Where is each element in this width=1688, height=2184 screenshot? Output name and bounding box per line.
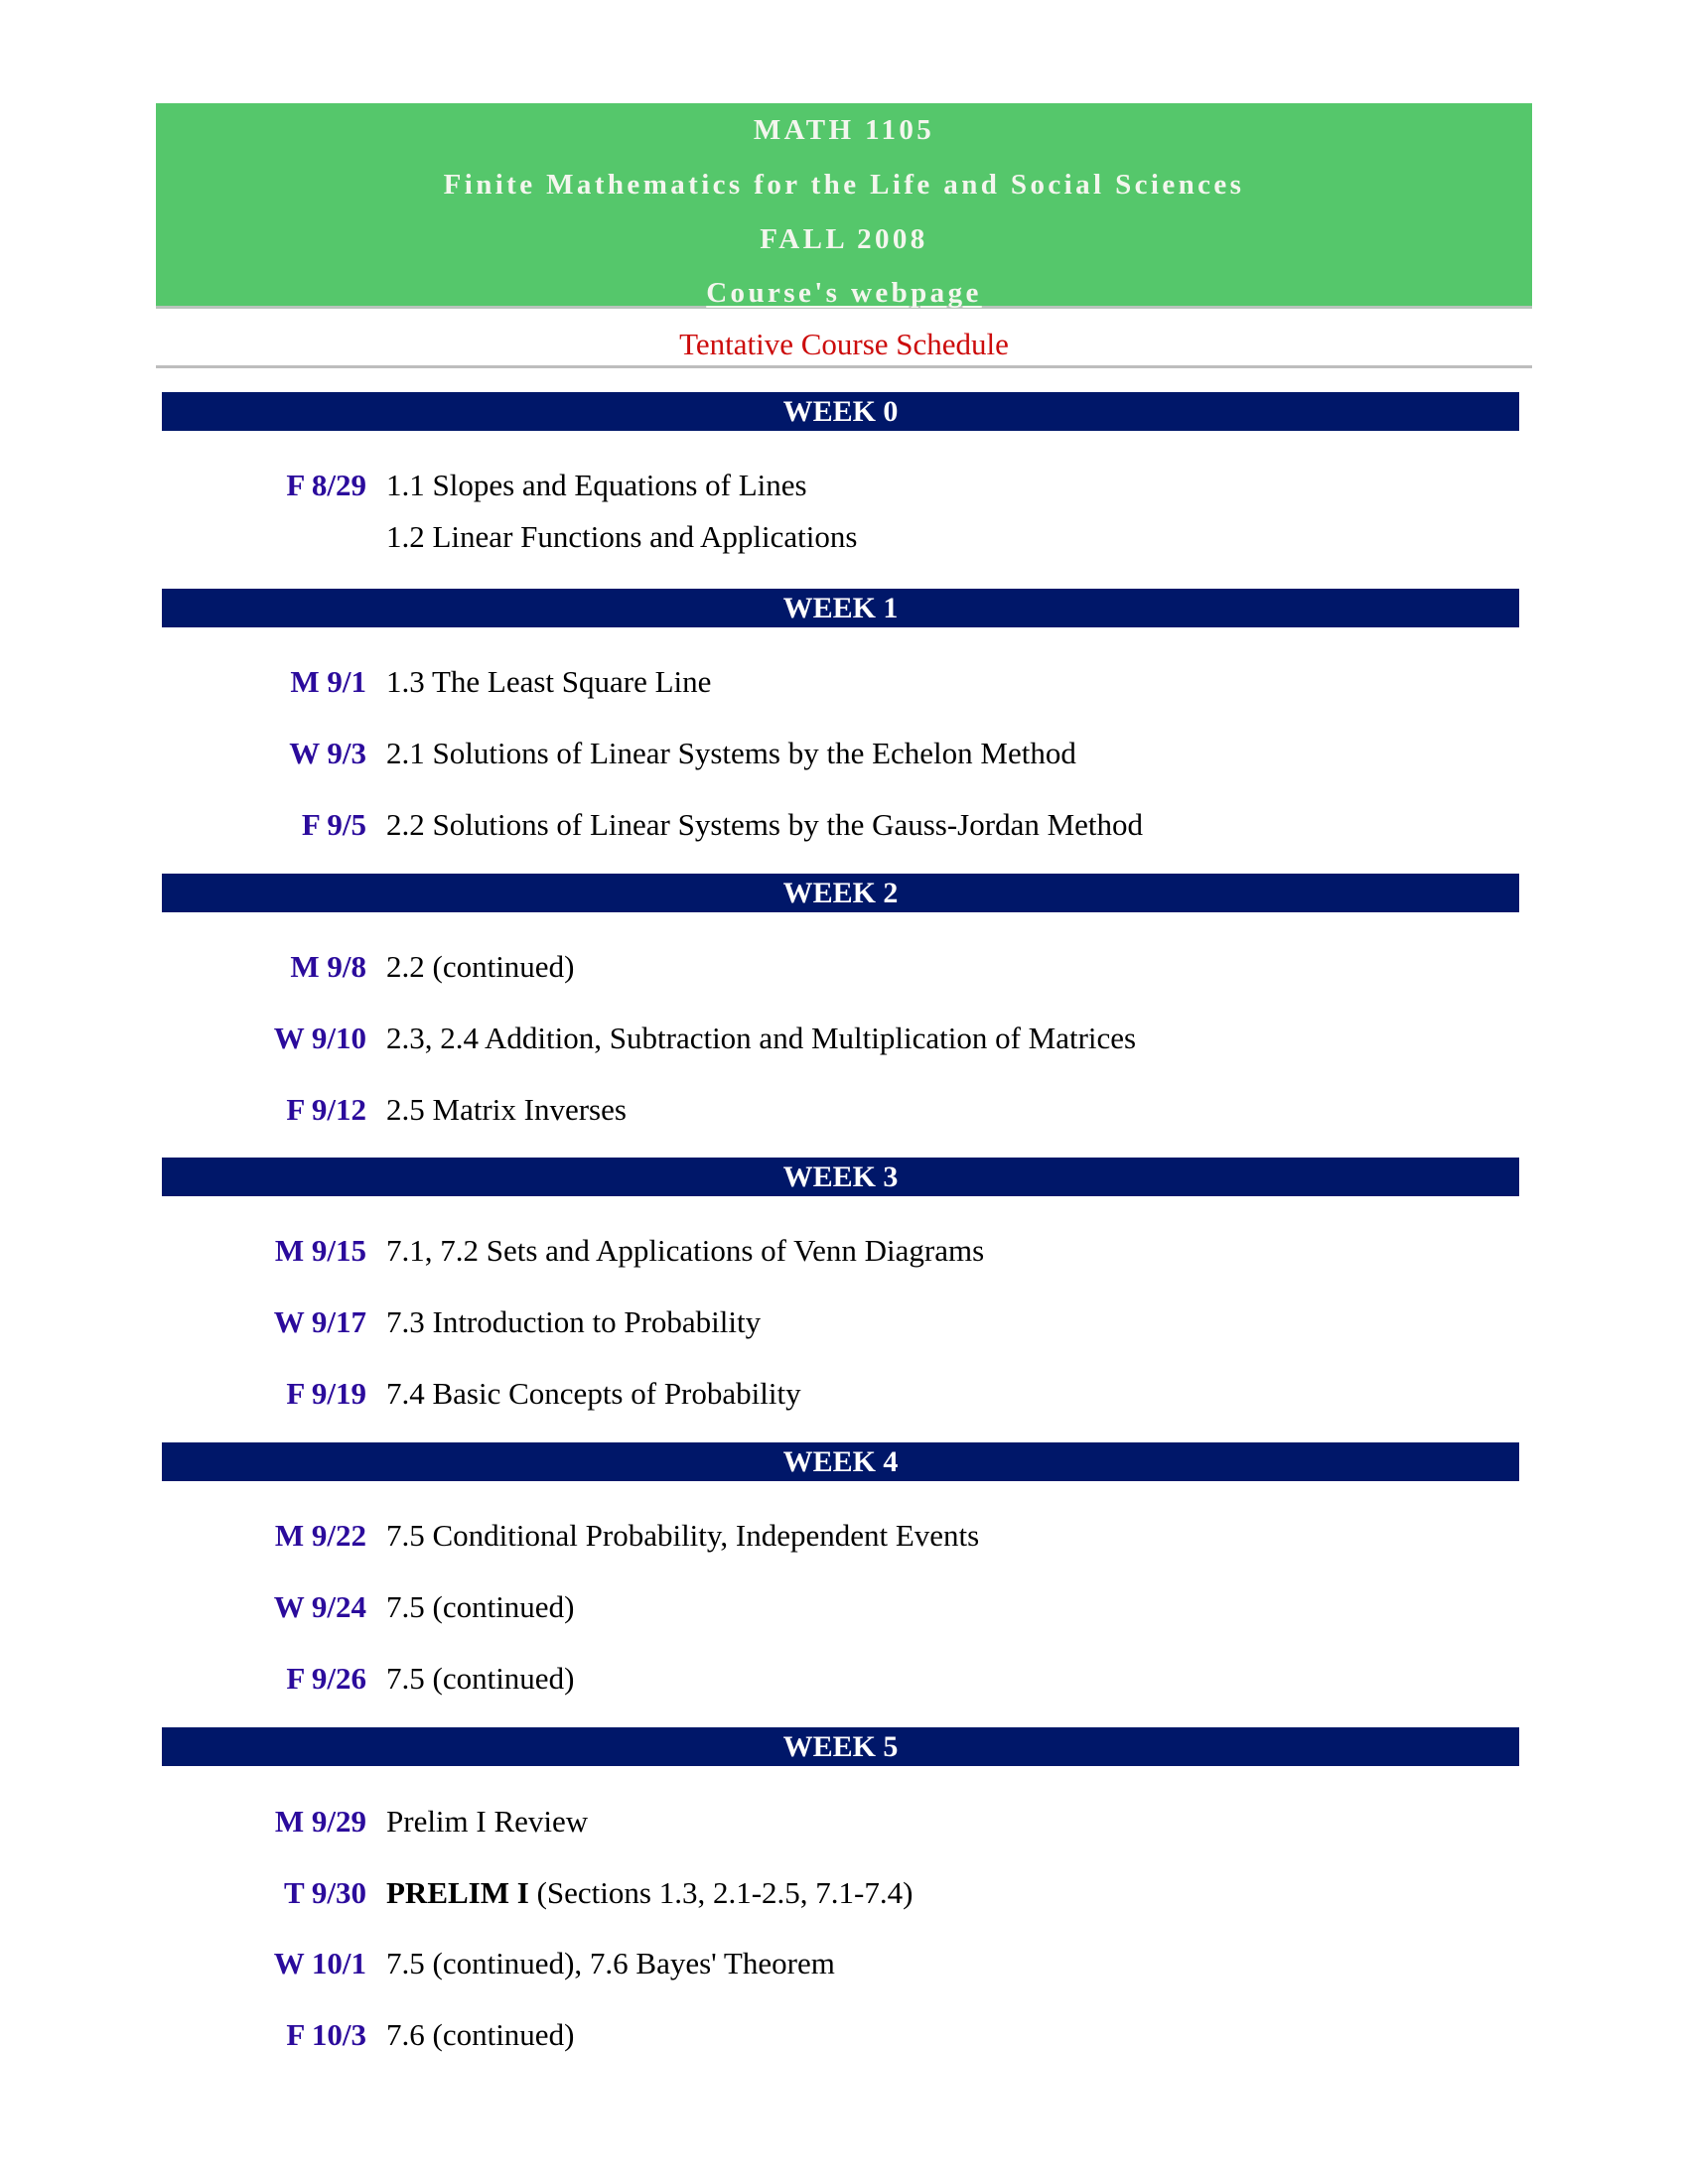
schedule-row bbox=[0, 1297, 1688, 1337]
class-date: M 9/8 bbox=[290, 949, 366, 984]
class-date: M 9/29 bbox=[274, 1804, 366, 1839]
class-date: W 9/10 bbox=[273, 1021, 366, 1055]
schedule-row bbox=[0, 1939, 1688, 1979]
class-topic: 2.3, 2.4 Addition, Subtraction and Multiplication of Matrices bbox=[386, 1021, 1137, 1055]
class-topic: 7.3 Introduction to Probability bbox=[386, 1304, 762, 1339]
week-header: WEEK 2 bbox=[162, 874, 1519, 912]
class-topic: 7.6 (continued) bbox=[386, 2017, 575, 2052]
schedule-row bbox=[0, 1085, 1688, 1125]
class-topic: 1.1 Slopes and Equations of Lines bbox=[386, 468, 807, 502]
schedule-row bbox=[0, 1511, 1688, 1551]
schedule-row bbox=[0, 512, 1688, 552]
class-topic: 2.2 (continued) bbox=[386, 949, 575, 984]
class-topic: 1.2 Linear Functions and Applications bbox=[386, 519, 858, 554]
schedule-row bbox=[0, 1014, 1688, 1053]
schedule-row bbox=[0, 1868, 1688, 1908]
class-date: M 9/1 bbox=[290, 664, 366, 699]
class-date: F 10/3 bbox=[286, 2017, 366, 2052]
class-topic: 7.4 Basic Concepts of Probability bbox=[386, 1376, 801, 1411]
class-date: F 9/19 bbox=[286, 1376, 366, 1411]
class-date: F 9/5 bbox=[301, 807, 366, 842]
schedule-row bbox=[0, 800, 1688, 840]
class-date: F 9/26 bbox=[286, 1661, 366, 1696]
course-header bbox=[156, 103, 1532, 309]
class-date: W 10/1 bbox=[273, 1946, 366, 1980]
week-header: WEEK 0 bbox=[162, 392, 1519, 431]
schedule-row bbox=[0, 2010, 1688, 2050]
schedule-row bbox=[0, 1654, 1688, 1694]
class-date: F 8/29 bbox=[286, 468, 366, 502]
class-topic: Prelim I Review bbox=[386, 1804, 589, 1839]
schedule-title: Tentative Course Schedule bbox=[679, 327, 1009, 361]
course-term: FALL 2008 bbox=[760, 223, 928, 255]
class-topic: 7.1, 7.2 Sets and Applications of Venn Diagrams bbox=[386, 1233, 985, 1268]
class-date: F 9/12 bbox=[286, 1092, 366, 1127]
schedule-row bbox=[0, 461, 1688, 500]
schedule-row bbox=[0, 657, 1688, 697]
class-topic bbox=[386, 1877, 913, 1908]
schedule-row bbox=[0, 729, 1688, 768]
class-topic: 7.5 (continued) bbox=[386, 1589, 575, 1624]
schedule-row bbox=[0, 942, 1688, 982]
schedule-row bbox=[0, 1797, 1688, 1837]
class-date: W 9/17 bbox=[273, 1304, 366, 1339]
course-title: Finite Mathematics for the Life and Social Sciences bbox=[443, 169, 1245, 201]
schedule-row bbox=[0, 1369, 1688, 1409]
week-header: WEEK 4 bbox=[162, 1442, 1519, 1481]
week-header: WEEK 3 bbox=[162, 1158, 1519, 1196]
schedule-row bbox=[0, 1226, 1688, 1266]
class-topic: 7.5 Conditional Probability, Independent Events bbox=[386, 1518, 980, 1553]
class-date: W 9/24 bbox=[273, 1589, 366, 1624]
week-header: WEEK 1 bbox=[162, 589, 1519, 627]
class-date: M 9/15 bbox=[274, 1233, 366, 1268]
class-topic: 1.3 The Least Square Line bbox=[386, 664, 712, 699]
class-topic: 2.5 Matrix Inverses bbox=[386, 1092, 627, 1127]
class-date: T 9/30 bbox=[284, 1875, 366, 1910]
class-date: W 9/3 bbox=[289, 736, 366, 770]
class-date: M 9/22 bbox=[274, 1518, 366, 1553]
exam-sections: (Sections 1.3, 2.1-2.5, 7.1-7.4) bbox=[528, 1875, 914, 1910]
divider bbox=[156, 365, 1532, 368]
course-webpage-link[interactable]: Course's webpage bbox=[706, 277, 982, 309]
class-topic: 2.2 Solutions of Linear Systems by the Gauss-Jordan Method bbox=[386, 807, 1144, 842]
schedule-row bbox=[0, 1582, 1688, 1622]
course-code: MATH 1105 bbox=[753, 114, 935, 146]
exam-label: PRELIM I bbox=[386, 1875, 529, 1910]
class-topic: 2.1 Solutions of Linear Systems by the Echelon Method bbox=[386, 736, 1076, 770]
class-topic: 7.5 (continued) bbox=[386, 1661, 575, 1696]
class-topic: 7.5 (continued), 7.6 Bayes' Theorem bbox=[386, 1946, 835, 1980]
week-header: WEEK 5 bbox=[162, 1727, 1519, 1766]
